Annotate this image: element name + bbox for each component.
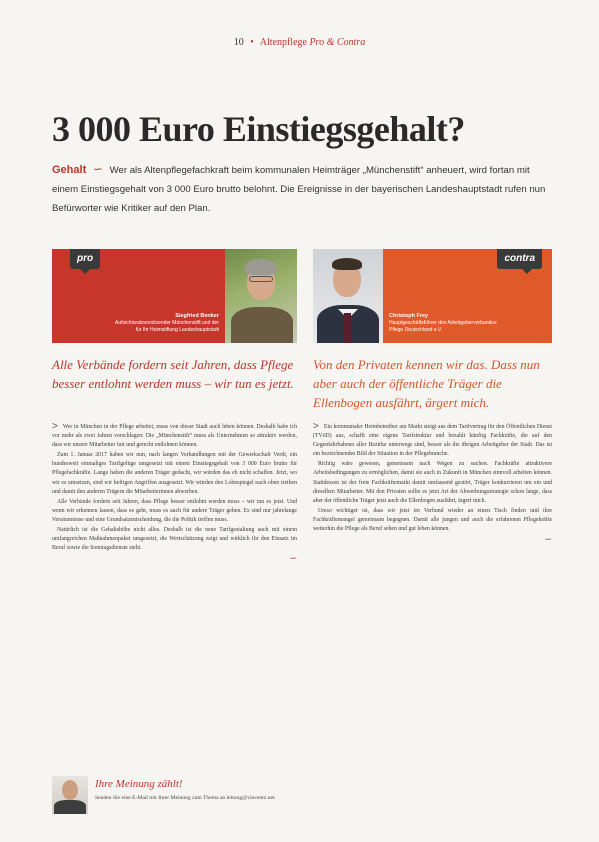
contra-quote: Von den Privaten kennen wir das. Dass nun aber auch der öffentliche Träger die Ellenbogen ausfährt, ärgert mich. bbox=[313, 357, 540, 410]
page-number: 10 bbox=[233, 37, 244, 48]
pro-paragraph: Zum 1. Januar 2017 haben wir nun, nach langen Verhandlungen mit der Gewerkschaft Verdi, ein bundesweit einmaliges Tarifgefüge umgesetzt mit einem Einstiegsgehalt von 3 000 Euro brutto für Pflegefachkräfte. Lange haben die anderen Träger gedacht, wir würden das eh nicht schaffen. Jetzt, wo wir es umsetzen, sind wir heftigen Angriffen ausgesetzt. Wir würden den Lohnspiegel nach oben treiben und damit den anderen Trägern die Mitarbeiterinnen abwerben. bbox=[52, 452, 297, 495]
swirl-icon: ∽ bbox=[92, 162, 103, 176]
pro-author-photo bbox=[225, 249, 297, 343]
opinion-box bbox=[52, 776, 312, 816]
pro-author-role-1: Aufsichtsratsvorsitzender Münchenstift und der bbox=[115, 320, 219, 326]
lead-keyword: Gehalt bbox=[52, 164, 87, 176]
contra-paragraph: Ein kommunaler Heimbetreiber am Markt steigt aus dem Tarifvertrag für den Öffentlichen Dienst (TVöD) aus, schafft eine eigene Tarifstruktur und bezahlt künftig Fachkräfte, die auf den Gegenfahrbahnen aller Bezirke unterwegs sind, besser als die übrigen Arbeitgeber der Stadt. Das ist ein bezeichnendes Bild der Situation in der Pflegebranche. bbox=[313, 424, 552, 458]
end-swirl-icon: ∽ bbox=[544, 534, 552, 545]
section-name: Altenpflege Pro & Contra bbox=[259, 37, 366, 48]
chevron-right-icon: > bbox=[313, 421, 319, 432]
pro-column bbox=[52, 423, 297, 563]
section-subtitle: Pro & Contra bbox=[309, 37, 366, 48]
editor-avatar bbox=[52, 776, 88, 814]
contra-paragraph: Umso wichtiger ist, dass wir jetzt im Verbund wieder an einen Tisch finden und ihre Fachkräftemangel gemeinsam begegnen. Damit alle jungen und auch die erfahrenen Pflegekräfte weiterhin die Pflege als Beruf sehen und gut leben können. bbox=[313, 507, 552, 533]
end-swirl-icon: ∽ bbox=[289, 553, 297, 564]
opinion-heading: Ihre Meinung zählt! bbox=[95, 778, 183, 790]
contra-author-role-1: Hauptgeschäftsführer des Arbeitgeberverbandes bbox=[389, 320, 497, 326]
pro-quote: Alle Verbände fordern seit Jahren, dass Pflege besser entlohnt werden muss – wir tun es jetzt. bbox=[52, 357, 294, 391]
pro-paragraph: Wer in München in der Pflege arbeitet, muss von dieser Stadt auch leben können. Deshalb habe ich vor mehr als zwei Jahren vorschlagen: Die „Münchenstift“ muss als Unternehmen so attraktiv werden, dass wir unsere Mitarbeiter fair und gerecht entlohnen können. bbox=[52, 424, 297, 449]
contra-column bbox=[313, 423, 552, 544]
contra-badge: contra bbox=[497, 249, 542, 269]
running-header bbox=[0, 37, 599, 48]
contra-paragraph: Richtig wäre gewesen, gemeinsam nach Wegen zu suchen. Fachkräfte attraktivere Arbeitsbedingungen zu ermöglichen, damit sie auch in Zukunft in München sinnvoll arbeiten können. Stattdessen ist der freie Fachkräftemarkt damit umfassend gestört, Träger konkurrieren um ein und dieselben Mitarbeiter. Mit den Privaten sollte es jetzt Art der Abwerbungsstrategie schon lange, dass aber der öffentliche Träger jetzt auch die Ellenbogen ausfährt, ärgert mich. bbox=[313, 461, 552, 504]
contra-author-photo bbox=[313, 249, 383, 343]
pro-caption bbox=[115, 313, 219, 334]
lead-text: Wer als Altenpflegefachkraft beim kommunalen Heimträger „Münchenstift“ anheuert, wird fortan mit einem Einstiegsgehalt von 3 000 Euro brutto belohnt. Die Ereignisse in der bayerischen Landeshauptstadt rufen nun Befürworter wie Kritiker auf den Plan. bbox=[52, 165, 546, 214]
pro-author-role-2: für Ihr Heimstiftung Landeshauptstadt bbox=[135, 327, 219, 333]
contra-author-name: Christoph Frey bbox=[389, 313, 429, 319]
contra-panel bbox=[313, 249, 552, 343]
pro-panel bbox=[52, 249, 297, 343]
article-lead bbox=[52, 160, 552, 218]
pro-paragraph: Alle Verbände fordern seit Jahren, dass Pflege besser entlohnt werden muss – wir tun es jetzt. Und wenn wir erkennen lassen, dass es geht, muss es auch für andere Träger gehen. Es sind nur jahrelange Versäumnisse und eine Grundsatzentscheidung, die die Politik treffen muss. bbox=[52, 498, 297, 523]
header-separator: • bbox=[250, 37, 254, 48]
pro-paragraph: Natürlich ist die Gehaltshöhe nicht alles. Deshalb ist die neue Tarifgestaltung auch mit einem umfangreichen Maßnahmenpaket umgesetzt, die Wertschätzung zeigt und wirklich für den Einsatz im Beruf sowie die Sonntagsdienste steht. bbox=[52, 527, 297, 552]
contra-caption bbox=[389, 313, 497, 334]
article-title: 3 000 Euro Einstiegsgehalt? bbox=[52, 109, 465, 149]
chevron-right-icon: > bbox=[52, 421, 58, 432]
opinion-text: Senden Sie eine E-Mail mit Ihrer Meinung zum Thema an leitung@vincentz.net. bbox=[95, 795, 276, 801]
pro-badge: pro bbox=[70, 249, 100, 269]
pro-author-name: Siegfried Benker bbox=[175, 313, 219, 319]
contra-author-role-2: Pflege Deutschland e.V. bbox=[389, 327, 443, 333]
